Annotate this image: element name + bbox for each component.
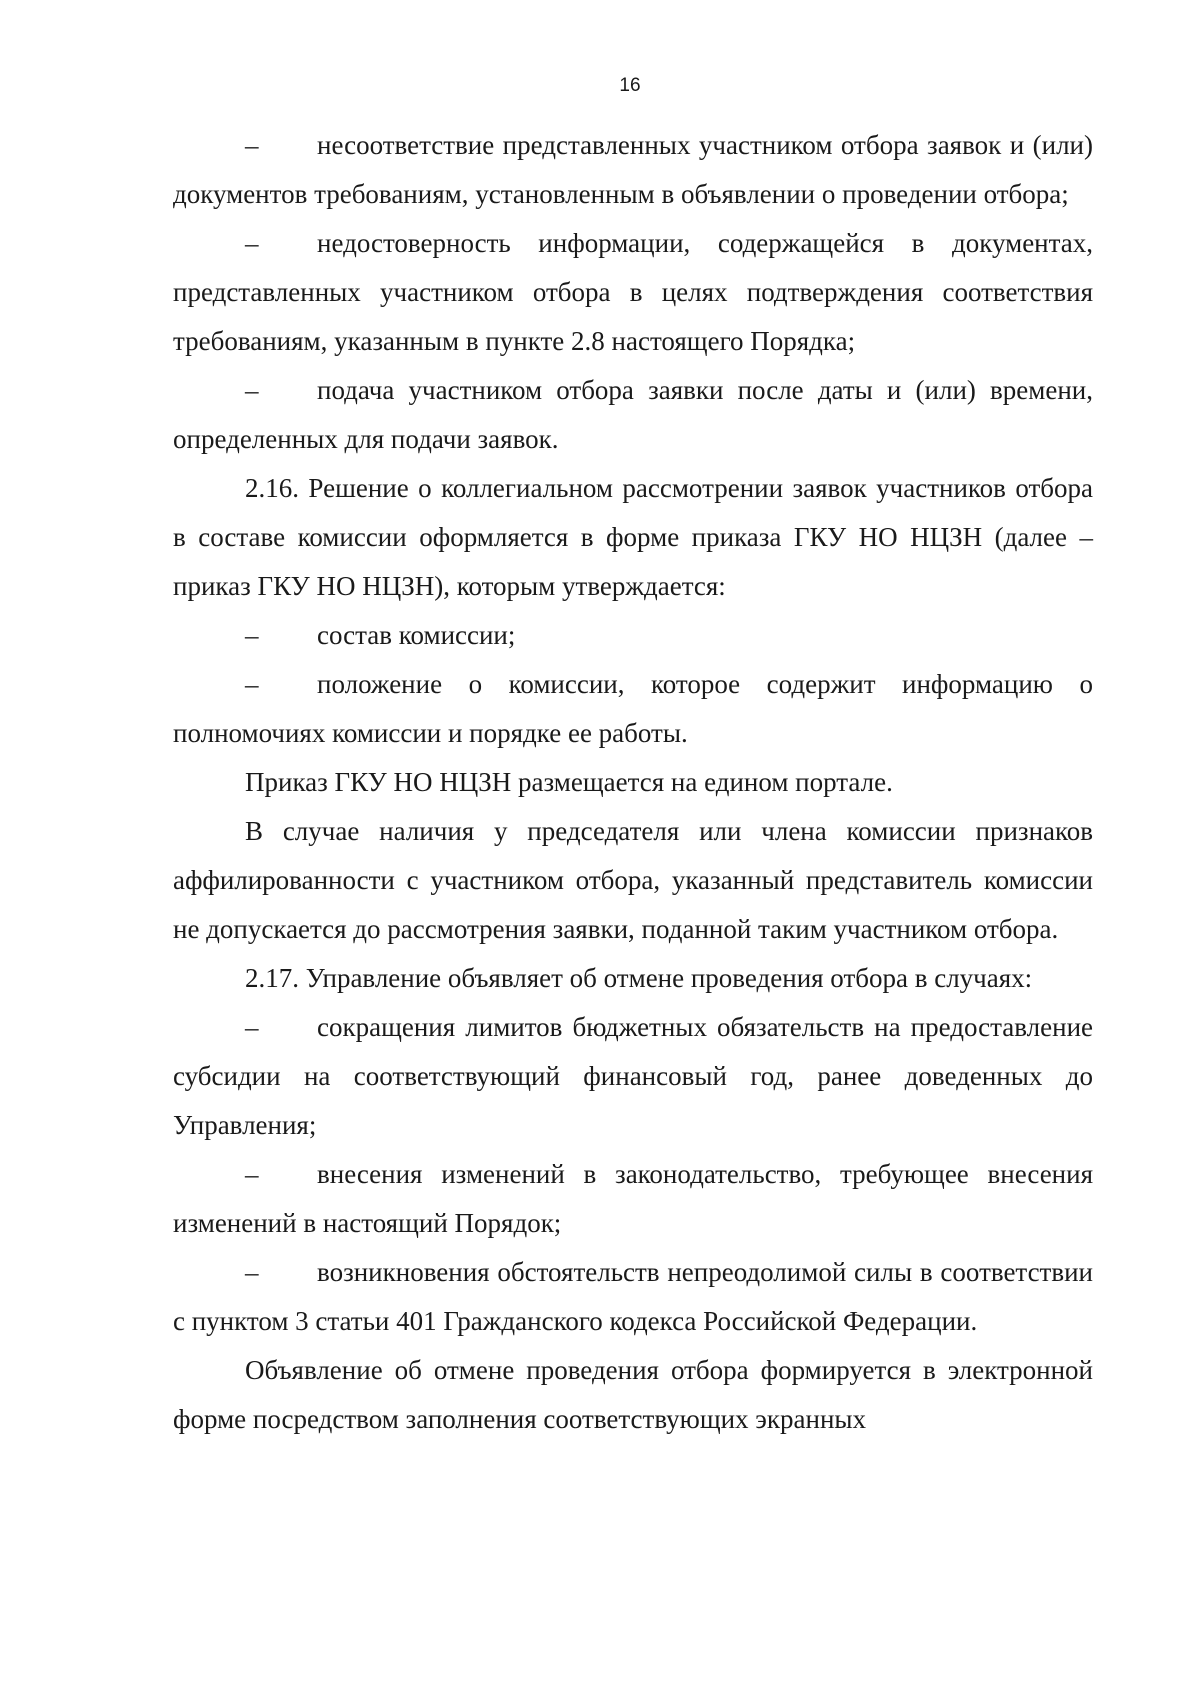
bullet-paragraph <box>173 1003 1093 1150</box>
bullet-paragraph <box>173 1248 1093 1346</box>
bullet-marker: – <box>245 228 259 258</box>
paragraph: Приказ ГКУ НО НЦЗН размещается на едином портале. <box>245 767 893 797</box>
paragraph: Объявление об отмене проведения отбора формируется в электронной форме посредством заполнения соответствующих экранных <box>173 1355 1093 1434</box>
bullet-paragraph <box>173 121 1093 219</box>
bullet-paragraph <box>173 660 1093 758</box>
section-paragraph-2-16: 2.16. Решение о коллегиальном рассмотрении заявок участников отбора в составе комиссии оформляется в форме приказа ГКУ НО НЦЗН (далее – приказ ГКУ НО НЦЗН), которым утверждается: <box>173 473 1093 601</box>
paragraph-text: подача участником отбора заявки после даты и (или) времени, определенных для подачи заявок. <box>173 375 1093 454</box>
paragraph-text: положение о комиссии, которое содержит информацию о полномочиях комиссии и порядке ее работы. <box>173 669 1093 748</box>
paragraph-text: несоответствие представленных участником отбора заявок и (или) документов требованиям, установленным в объявлении о проведении отбора; <box>173 130 1093 209</box>
paragraph-text: внесения изменений в законодательство, требующее внесения изменений в настоящий Порядок; <box>173 1159 1093 1238</box>
bullet-paragraph <box>173 219 1093 366</box>
bullet-marker: – <box>245 1159 259 1189</box>
bullet-marker: – <box>245 1257 259 1287</box>
page-number: 16 <box>619 75 641 96</box>
section-paragraph-2-17: 2.17. Управление объявляет об отмене проведения отбора в случаях: <box>245 963 1033 993</box>
bullet-marker: – <box>245 375 259 405</box>
paragraph-text: сокращения лимитов бюджетных обязательств на предоставление субсидии на соответствующий финансовый год, ранее доведенных до Управления; <box>173 1012 1093 1140</box>
paragraph-text: состав комиссии; <box>317 620 516 650</box>
bullet-marker: – <box>245 130 259 160</box>
paragraph-text: возникновения обстоятельств непреодолимой силы в соответствии с пунктом 3 статьи 401 Гражданского кодекса Российской Федерации. <box>173 1257 1093 1336</box>
document-body <box>173 121 1093 1444</box>
bullet-paragraph <box>173 366 1093 464</box>
paragraph: В случае наличия у председателя или члена комиссии признаков аффилированности с участником отбора, указанный представитель комиссии не допускается до рассмотрения заявки, поданной таким участником отбора. <box>173 816 1093 944</box>
bullet-marker: – <box>245 669 259 699</box>
bullet-paragraph <box>173 1150 1093 1248</box>
bullet-marker: – <box>245 1012 259 1042</box>
bullet-marker: – <box>245 620 259 650</box>
paragraph-text: недостоверность информации, содержащейся в документах, представленных участником отбора в целях подтверждения соответствия требованиям, указанным в пункте 2.8 настоящего Порядка; <box>173 228 1093 356</box>
bullet-paragraph <box>173 611 1093 660</box>
